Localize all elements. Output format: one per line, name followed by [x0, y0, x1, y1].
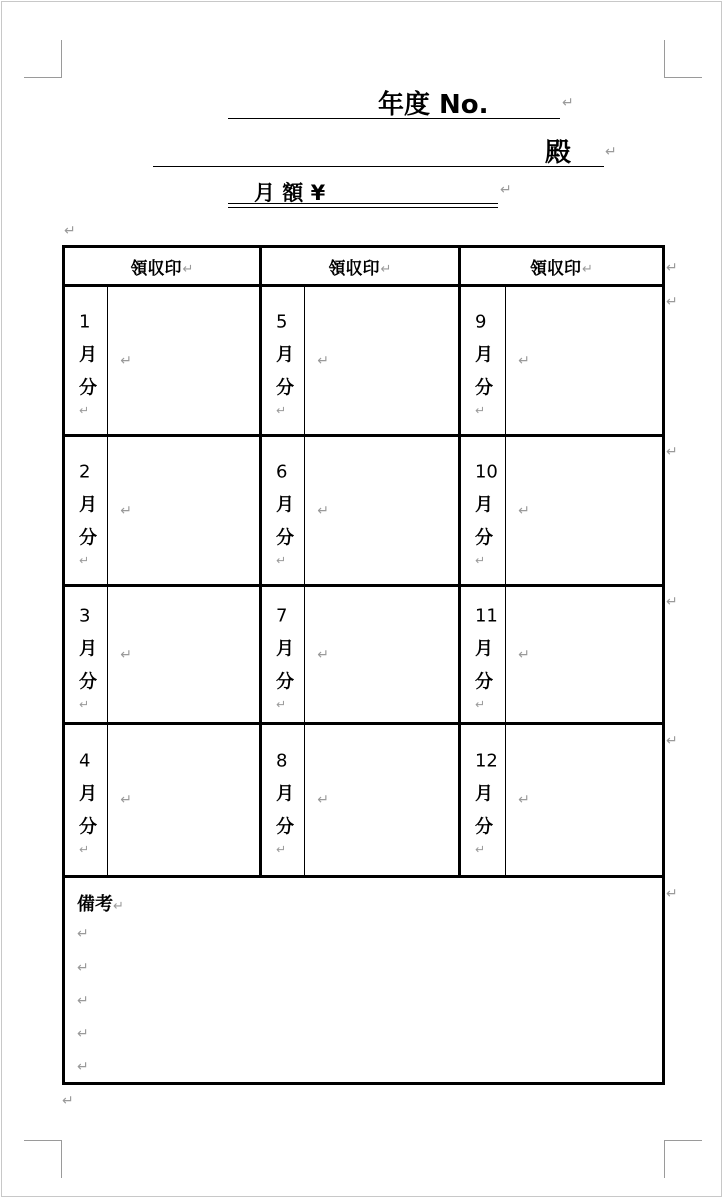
stamp-cell[interactable]: ↵ — [305, 586, 460, 724]
stamp-cell[interactable]: ↵ — [305, 286, 460, 436]
recipient-underline — [153, 166, 604, 167]
monthly-amount-label: 月 額 ¥ — [254, 181, 326, 205]
paragraph-mark-icon: ↵ — [666, 594, 678, 610]
crop-mark-bottom-left — [24, 1140, 62, 1178]
paragraph-mark-icon: ↵ — [666, 260, 678, 276]
month-cell: 1 月 分 ↵ — [64, 286, 108, 436]
month-cell: 10 月 分 ↵ — [459, 436, 505, 586]
stamp-cell[interactable]: ↵ — [506, 586, 664, 724]
stamp-cell[interactable]: ↵ — [506, 724, 664, 877]
paragraph-mark-icon: ↵ — [77, 1026, 89, 1042]
receipt-table — [62, 245, 665, 1085]
month-cell: 11 月 分 ↵ — [459, 586, 505, 724]
month-cell: 7 月 分 ↵ — [260, 586, 304, 724]
stamp-cell[interactable]: ↵ — [506, 436, 664, 586]
crop-mark-top-right — [664, 40, 702, 78]
month-cell: 12 月 分 ↵ — [459, 724, 505, 877]
header-cell: 領収印↵ — [459, 247, 663, 286]
paragraph-mark-icon: ↵ — [77, 926, 89, 942]
stamp-cell[interactable]: ↵ — [108, 436, 261, 586]
stamp-cell[interactable]: ↵ — [305, 724, 460, 877]
paragraph-mark-icon: ↵ — [77, 993, 89, 1009]
paragraph-mark-icon: ↵ — [62, 1093, 74, 1109]
stamp-cell[interactable]: ↵ — [506, 286, 664, 436]
recipient-suffix: 殿 — [545, 138, 572, 168]
paragraph-mark-icon: ↵ — [77, 960, 89, 976]
notes-label: 備考↵ — [77, 894, 124, 915]
crop-mark-bottom-right — [664, 1140, 702, 1178]
month-cell: 5 月 分 ↵ — [260, 286, 304, 436]
year-no-label: 年度 No. — [378, 90, 489, 120]
paragraph-mark-icon: ↵ — [666, 886, 678, 902]
paragraph-mark-icon: ↵ — [666, 294, 678, 310]
header-cell: 領収印↵ — [260, 247, 459, 286]
paragraph-mark-icon: ↵ — [562, 95, 574, 111]
paragraph-mark-icon: ↵ — [666, 733, 678, 749]
header-cell: 領収印↵ — [64, 247, 261, 286]
paragraph-mark-icon: ↵ — [64, 223, 76, 239]
month-cell: 2 月 分 ↵ — [64, 436, 108, 586]
stamp-cell[interactable]: ↵ — [108, 286, 261, 436]
month-cell: 3 月 分 ↵ — [64, 586, 108, 724]
paragraph-mark-icon: ↵ — [77, 1059, 89, 1075]
amount-double-underline — [228, 203, 498, 208]
stamp-cell[interactable]: ↵ — [108, 586, 261, 724]
month-cell: 4 月 分 ↵ — [64, 724, 108, 877]
stamp-cell[interactable]: ↵ — [108, 724, 261, 877]
stamp-cell[interactable]: ↵ — [305, 436, 460, 586]
paragraph-mark-icon: ↵ — [666, 444, 678, 460]
paragraph-mark-icon: ↵ — [605, 144, 617, 160]
month-cell: 6 月 分 ↵ — [260, 436, 304, 586]
month-cell: 8 月 分 ↵ — [260, 724, 304, 877]
paragraph-mark-icon: ↵ — [500, 182, 512, 198]
month-cell: 9 月 分 ↵ — [459, 286, 505, 436]
notes-cell[interactable] — [64, 877, 664, 1084]
crop-mark-top-left — [24, 40, 62, 78]
